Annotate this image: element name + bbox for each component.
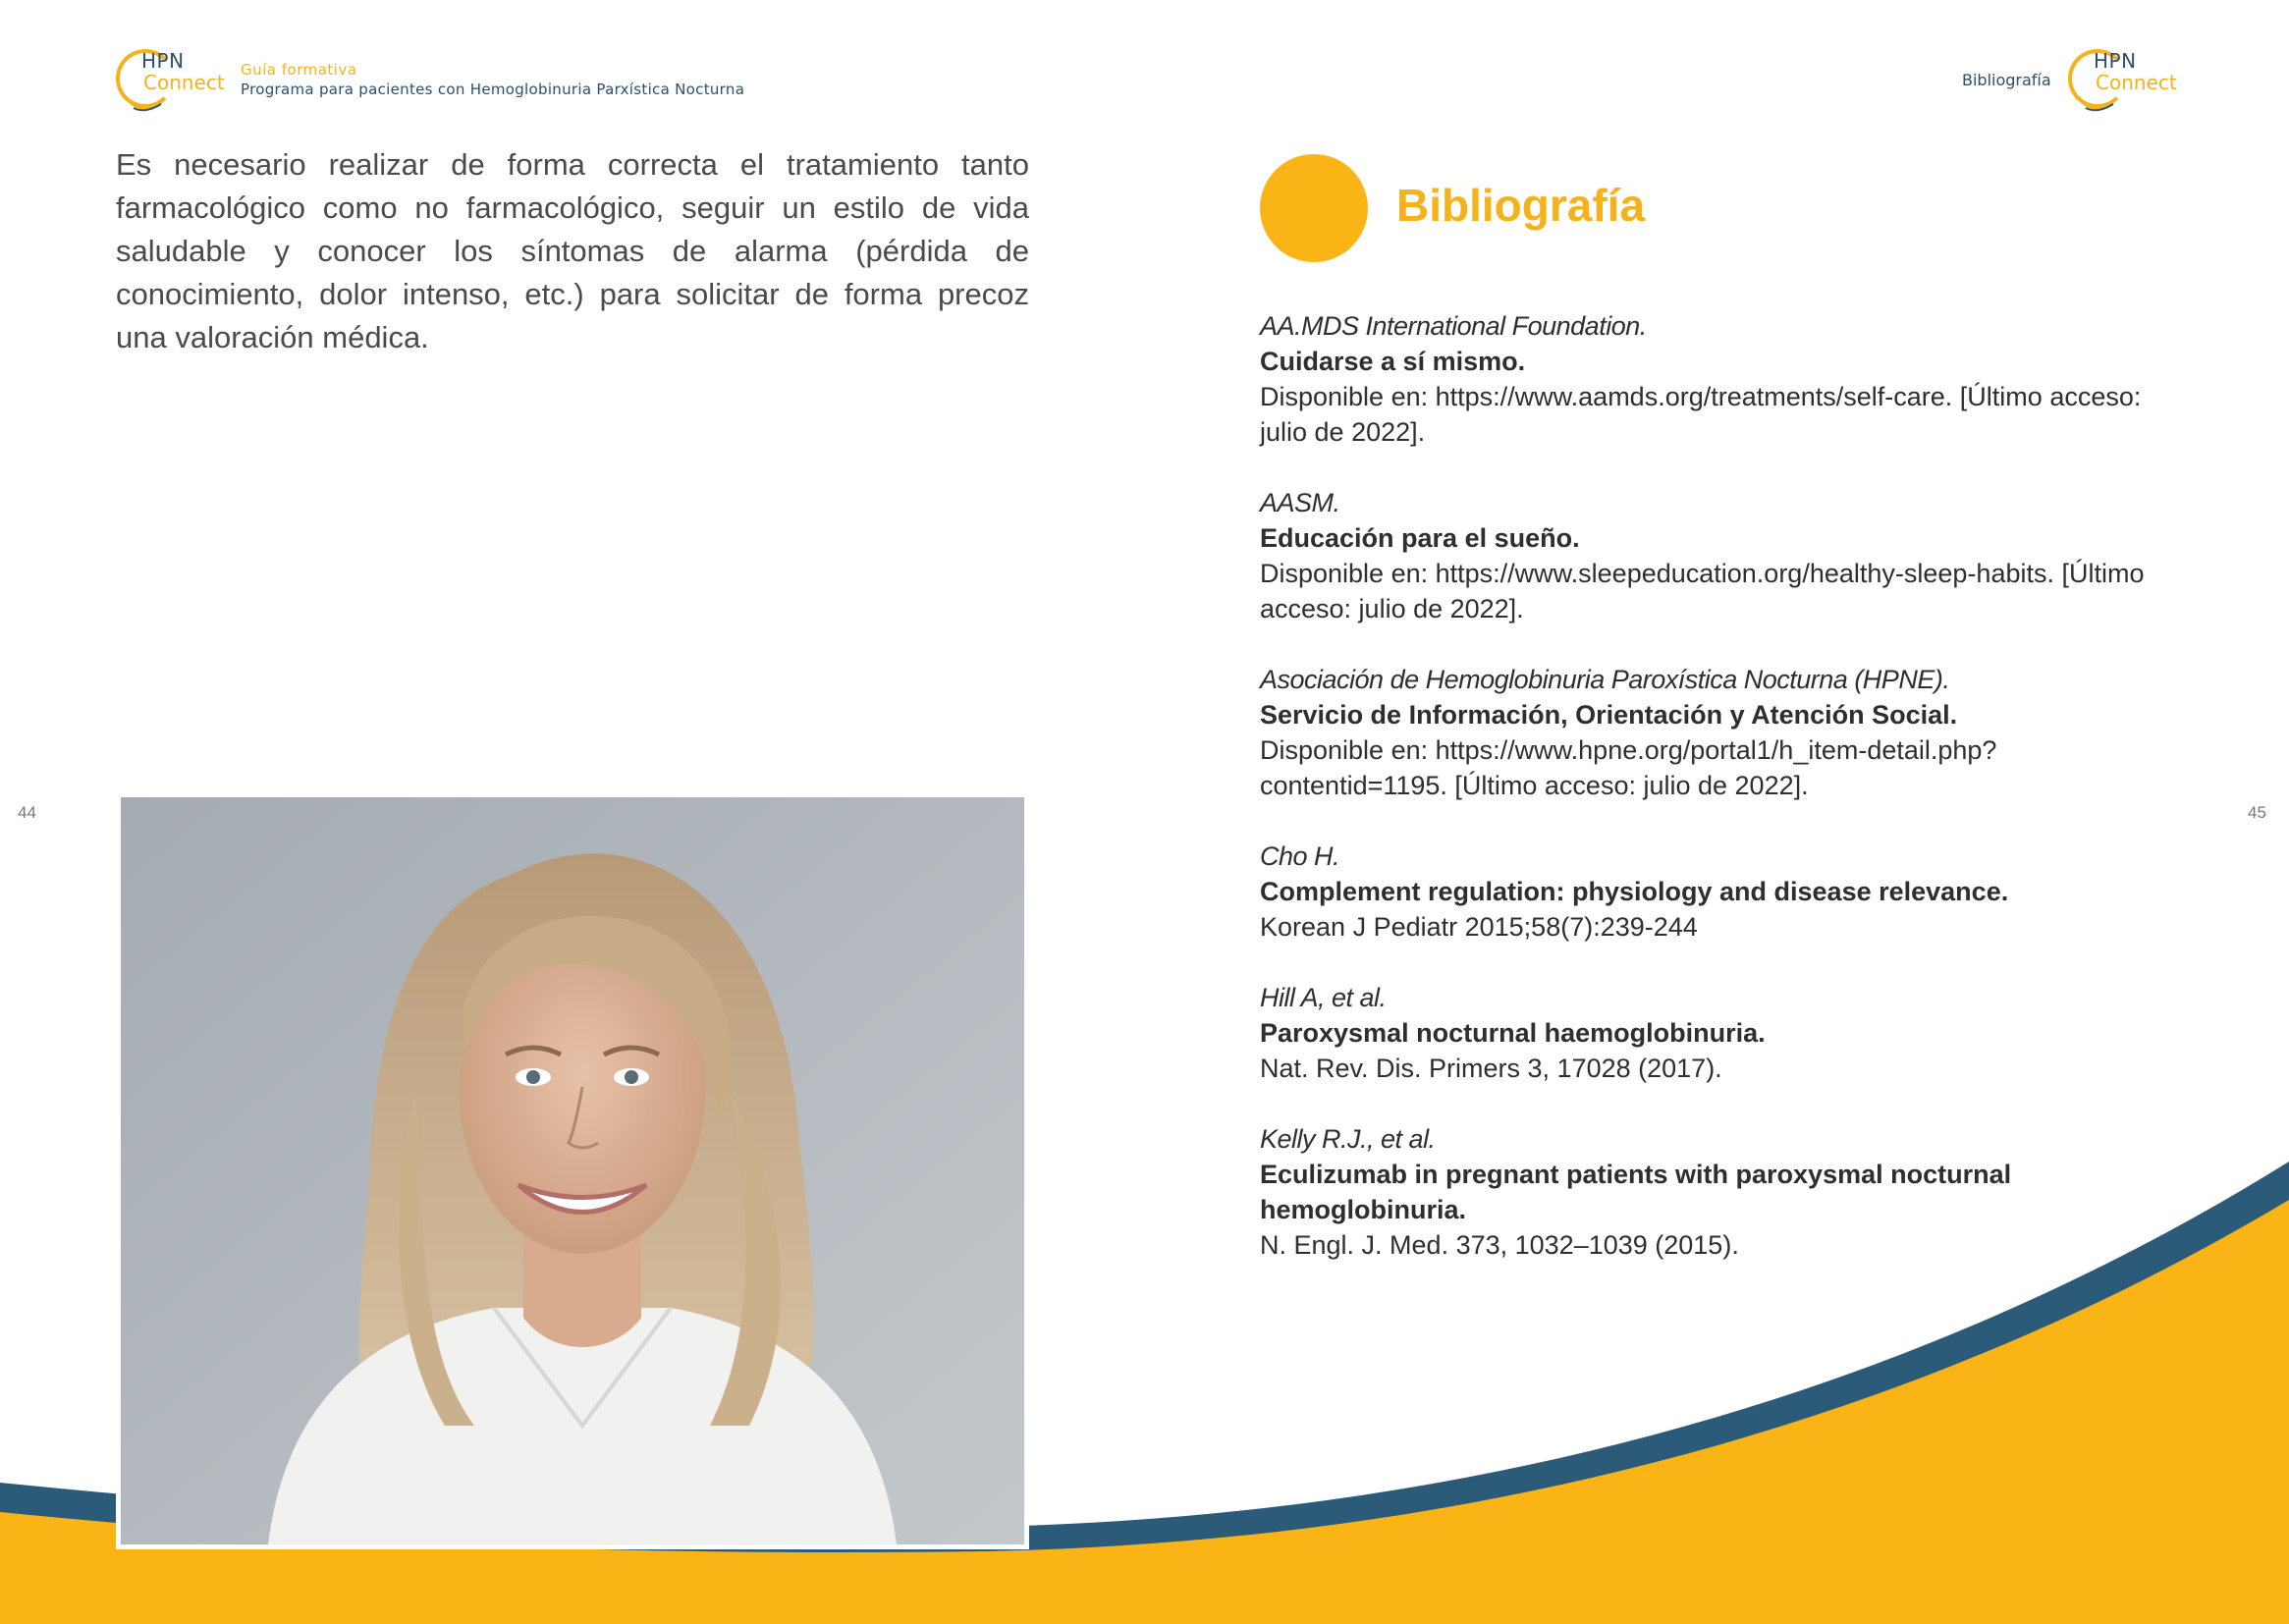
reference-title: Servicio de Información, Orientación y Atención Social. xyxy=(1260,700,1958,730)
reference-author: Hill A, et al. xyxy=(1260,983,1387,1012)
reference-item xyxy=(1260,485,2183,626)
reference-item xyxy=(1260,308,2183,450)
reference-author: Kelly R.J., et al. xyxy=(1260,1124,1436,1154)
document-program: Programa para pacientes con Hemoglobinuria Parxística Nocturna xyxy=(241,81,745,98)
reference-item xyxy=(1260,839,2183,945)
logo-connect-text: Connect xyxy=(143,71,225,94)
reference-source: Korean J Pediatr 2015;58(7):239-244 xyxy=(1260,912,1698,942)
reference-item xyxy=(1260,980,2183,1086)
bibliography-list xyxy=(1260,308,2183,1298)
bibliography-title: Bibliografía xyxy=(1396,180,1646,231)
reference-source: Disponible en: https://www.sleepeducation.org/healthy-sleep-habits. [Último acceso: julio de 2022]. xyxy=(1260,559,2145,623)
reference-author: Cho H. xyxy=(1260,841,1340,871)
reference-item xyxy=(1260,1121,2183,1263)
logo-hpn-text: HPN xyxy=(141,49,185,73)
reference-source: N. Engl. J. Med. 373, 1032–1039 (2015). xyxy=(1260,1230,1739,1260)
section-label: Bibliografía xyxy=(1962,71,2051,89)
section-dot-icon xyxy=(1260,154,1368,262)
reference-title: Educación para el sueño. xyxy=(1260,523,1580,553)
reference-title: Cuidarse a sí mismo. xyxy=(1260,347,1526,376)
reference-source: Disponible en: https://www.aamds.org/treatments/self-care. [Último acceso: julio de 2022]. xyxy=(1260,382,2142,447)
woman-portrait-photo xyxy=(121,797,1024,1544)
reference-source: Nat. Rev. Dis. Primers 3, 17028 (2017). xyxy=(1260,1054,1722,1083)
hpn-connect-logo xyxy=(2068,43,2186,122)
logo-hpn-text: HPN xyxy=(2094,49,2137,73)
reference-title: Paroxysmal nocturnal haemoglobinuria. xyxy=(1260,1018,1766,1048)
hpn-connect-logo xyxy=(116,43,234,122)
page-number-right: 45 xyxy=(2248,803,2266,822)
intro-paragraph: Es necesario realizar de forma correcta el tratamiento tanto farmacológico como no farmacológico, seguir un estilo de vida saludable y conocer los síntomas de alarma (pérdida de conocimiento, dolor intenso, etc.) para solicitar de forma precoz una valoración médica. xyxy=(116,147,1029,354)
document-subtitle: Guía formativa xyxy=(241,61,357,79)
reference-title: Eculizumab in pregnant patients with paroxysmal nocturnal hemoglobinuria. xyxy=(1260,1160,2012,1224)
reference-author: Asociación de Hemoglobinuria Paroxística Nocturna (HPNE). xyxy=(1260,665,1950,694)
photo-frame xyxy=(116,792,1029,1549)
page-number-left: 44 xyxy=(18,803,36,822)
logo-connect-text: Connect xyxy=(2096,71,2177,94)
reference-author: AASM. xyxy=(1260,488,1340,517)
reference-title: Complement regulation: physiology and disease relevance. xyxy=(1260,877,2009,906)
hands-icon xyxy=(128,98,167,112)
reference-item xyxy=(1260,662,2183,803)
hands-icon xyxy=(2080,98,2119,112)
reference-source: Disponible en: https://www.hpne.org/portal1/h_item-detail.php?contentid=1195. [Último acceso: julio de 2022]. xyxy=(1260,735,1997,800)
reference-author: AA.MDS International Foundation. xyxy=(1260,311,1647,341)
